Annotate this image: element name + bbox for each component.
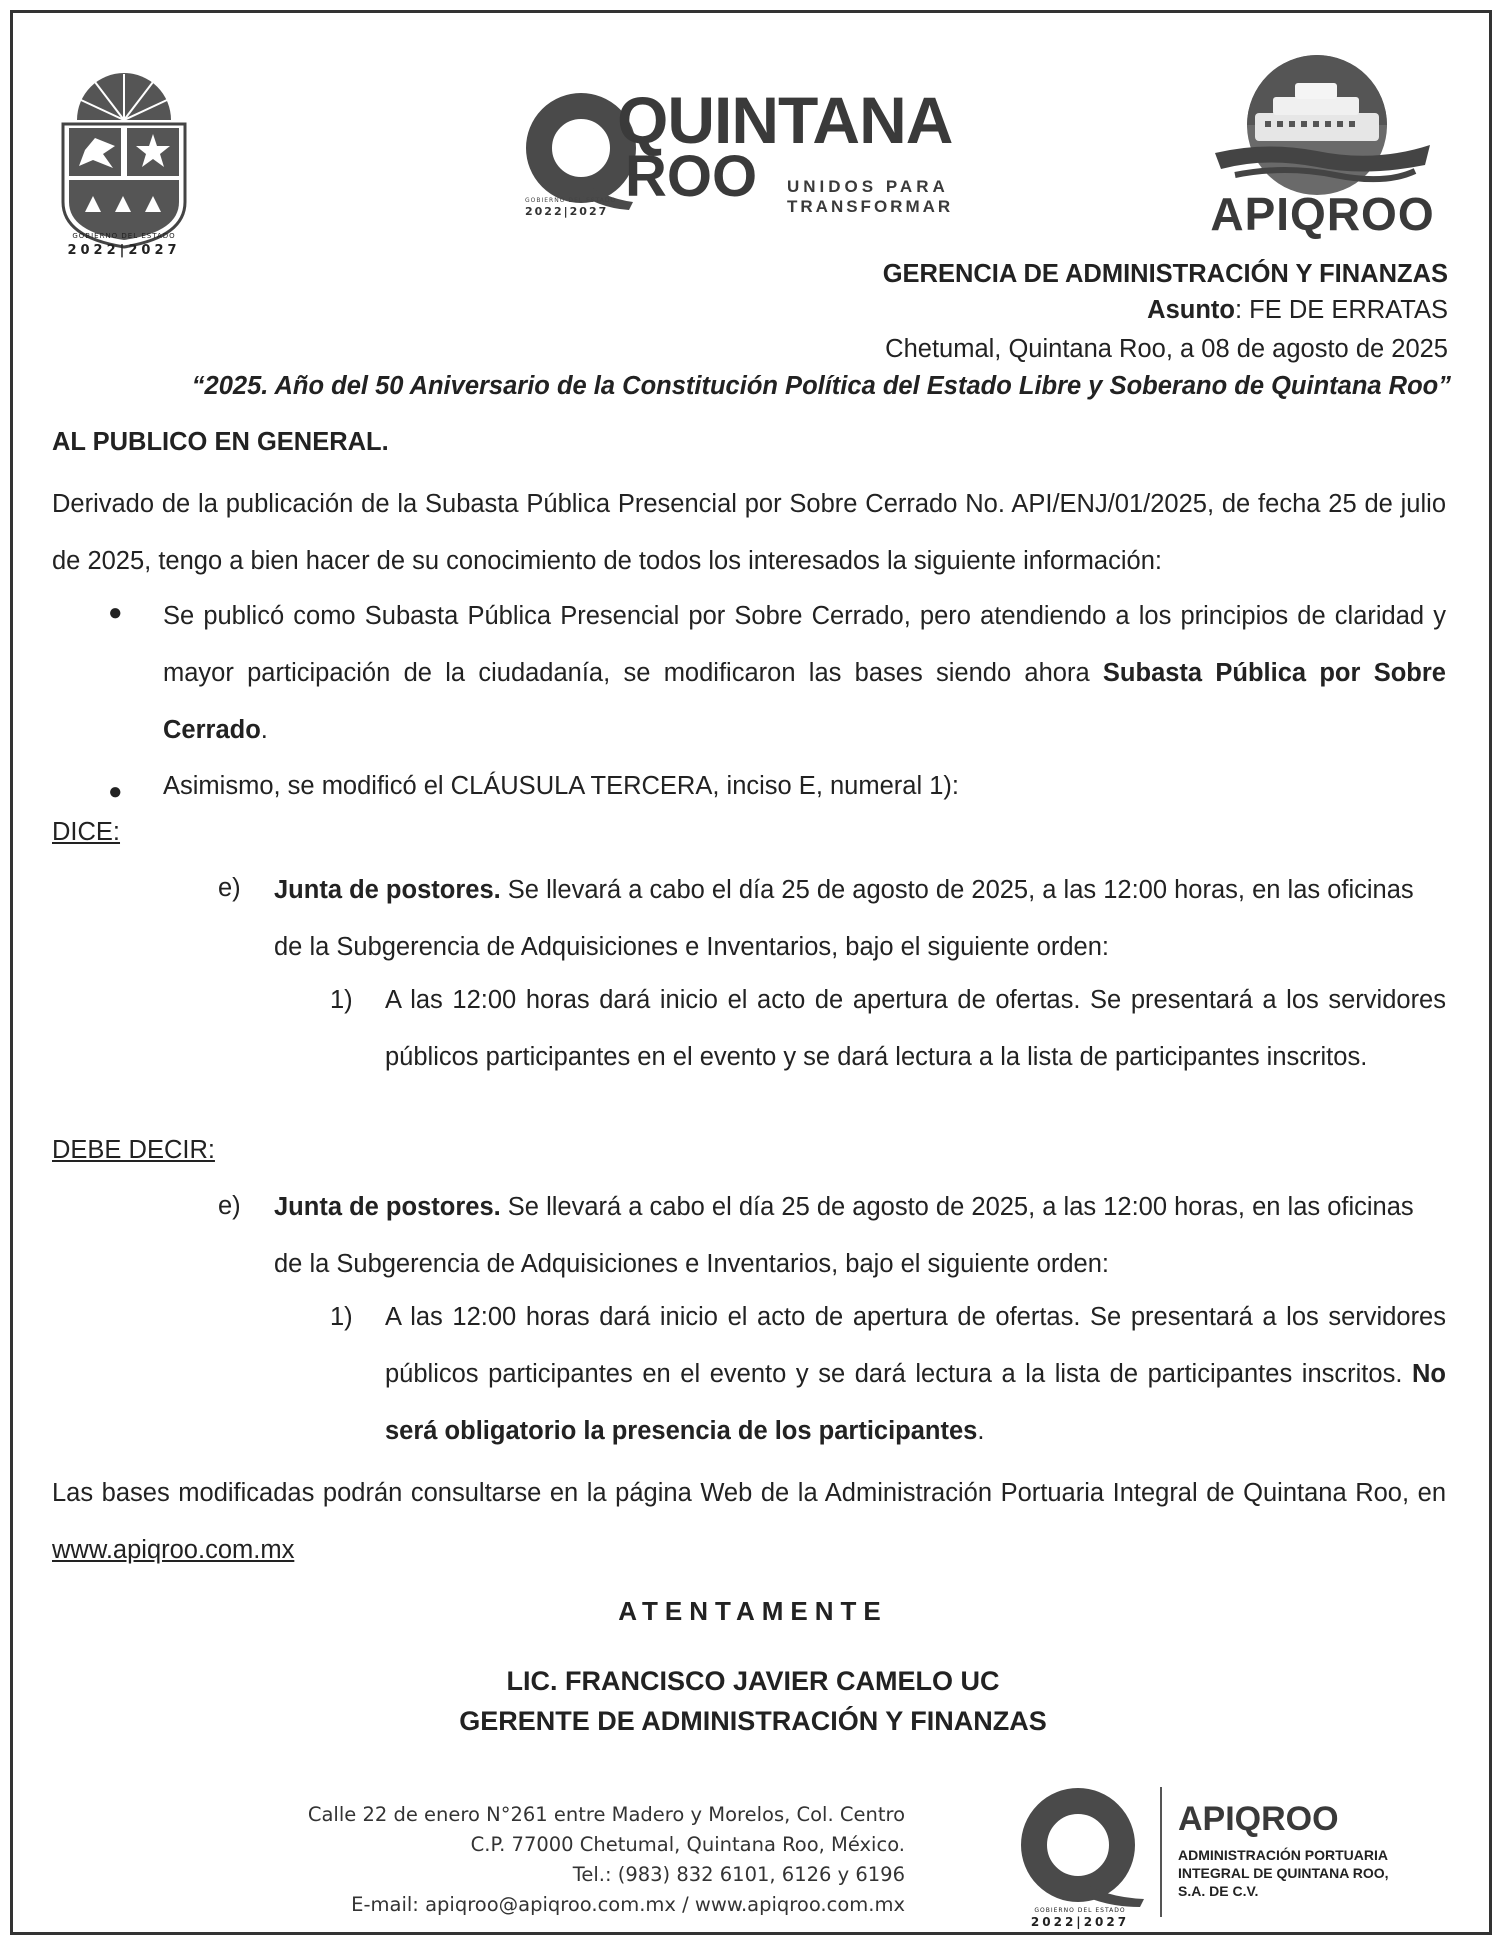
bullet-1-end: .: [260, 716, 268, 744]
debe-decir-sub-1: [385, 1289, 1446, 1460]
salutation: ATENTAMENTE: [618, 1596, 888, 1626]
footer-q-logo: [1010, 1783, 1150, 1933]
item-text: Se llevará a cabo el día 25 de agosto de 2025, a las 12:00 horas, en las oficinas de la Subgerencia de Adquisiciones e Inventarios, bajo el siguiente orden:: [274, 1193, 1414, 1278]
closing-text: Las bases modificadas podrán consultarse en la página Web de la Administración Portuaria Integral de Quintana Roo, en: [52, 1479, 1446, 1507]
footer-logo-caption: GOBIERNO DEL ESTADO: [1034, 1907, 1126, 1914]
signer-title: GERENTE DE ADMINISTRACIÓN Y FINANZAS: [459, 1706, 1047, 1736]
state-coat-of-arms-logo: [55, 62, 193, 262]
footer-org-line-2: INTEGRAL DE QUINTANA ROO,: [1178, 1865, 1389, 1881]
subject-line: [248, 294, 1448, 326]
item-title: Junta de postores.: [274, 876, 501, 904]
footer-divider: [1160, 1787, 1162, 1917]
subject-value: : FE DE ERRATAS: [1234, 296, 1448, 324]
phone-line: Tel.: (983) 832 6101, 6126 y 6196: [572, 1863, 905, 1886]
bullet-marker: ●: [108, 778, 123, 805]
logo-tagline-2: TRANSFORMAR: [787, 197, 954, 216]
footer-logo-years: 2022|2027: [1030, 1915, 1130, 1929]
apiqroo-logo: [1185, 45, 1460, 245]
footer-org-name: APIQROO: [1178, 1800, 1339, 1838]
logo-small-caption: GOBIERNO DEL ESTADO: [525, 197, 617, 204]
left-logo-caption: GOBIERNO DEL ESTADO: [72, 232, 176, 240]
department-heading: GERENCIA DE ADMINISTRACIÓN Y FINANZAS: [882, 260, 1448, 288]
intro-paragraph: Derivado de la publicación de la Subasta Pública Presencial por Sobre Cerrado No. API/ENJ/01/2025, de fecha 25 de julio de 2025, tengo a bien hacer de su conocimiento de todos los interesados la siguiente información:: [52, 490, 1446, 575]
bullet-1-bold: Subasta Pública por Sobre Cerrado: [163, 659, 1446, 744]
item-letter: e): [218, 874, 241, 902]
signer-name: LIC. FRANCISCO JAVIER CAMELO UC: [506, 1666, 1000, 1696]
dice-sub-1: A las 12:00 horas dará inicio el acto de apertura de ofertas. Se presentará a los servidores públicos participantes en el evento y se dará lectura a la lista de participantes inscritos.: [385, 986, 1446, 1071]
debe-decir-item-e: [274, 1179, 1446, 1293]
sub-number: 1): [330, 1303, 353, 1331]
official-motto: “2025. Año del 50 Aniversario de la Constitución Política del Estado Libre y Soberano de Quintana Roo”: [191, 372, 1451, 400]
logo-tagline-1: UNIDOS PARA: [787, 177, 949, 196]
logo-title-roo: ROO: [625, 144, 758, 209]
item-text: Se llevará a cabo el día 25 de agosto de 2025, a las 12:00 horas, en las oficinas de la Subgerencia de Adquisiciones e Inventarios, bajo el siguiente orden:: [274, 876, 1414, 961]
bullet-marker: ●: [108, 599, 123, 626]
bullet-1-text: Se publicó como Subasta Pública Presencial por Sobre Cerrado, pero atendiendo a los principios de claridad y mayor participación de la ciudadanía, se modificaron las bases siendo ahora: [163, 602, 1446, 687]
greeting: AL PUBLICO EN GENERAL.: [52, 428, 389, 456]
dice-item-e: [274, 862, 1446, 976]
bullet-1: [163, 588, 1446, 759]
item-title: Junta de postores.: [274, 1193, 501, 1221]
quintana-roo-government-logo: [525, 85, 955, 235]
apiqroo-logo-text: APIQROO: [1210, 188, 1435, 240]
email-line: E-mail: apiqroo@apiqroo.com.mx / www.apiqroo.com.mx: [351, 1893, 905, 1916]
subject-label: Asunto: [1147, 296, 1235, 324]
dice-label: DICE:: [52, 818, 121, 846]
logo-small-years: 2022|2027: [525, 205, 609, 218]
logo-title-quintana: QUINTANA: [617, 83, 953, 157]
left-logo-years: 2022|2027: [67, 243, 181, 258]
sub-bold: No será obligatorio la presencia de los participantes: [385, 1360, 1446, 1445]
website-link[interactable]: www.apiqroo.com.mx: [52, 1536, 295, 1564]
footer-org-line-1: ADMINISTRACIÓN PORTUARIA: [1178, 1847, 1388, 1863]
debe-decir-label: DEBE DECIR:: [52, 1136, 215, 1164]
address-line-2: C.P. 77000 Chetumal, Quintana Roo, México.: [470, 1833, 905, 1856]
sub-end: .: [977, 1417, 985, 1445]
sub-number: 1): [330, 986, 353, 1014]
footer-org-block: [1178, 1800, 1478, 1900]
sub-text: A las 12:00 horas dará inicio el acto de apertura de ofertas. Se presentará a los servidores públicos participantes en el evento y se dará lectura a la lista de participantes inscritos.: [385, 1303, 1446, 1388]
address-line-1: Calle 22 de enero N°261 entre Madero y Morelos, Col. Centro: [307, 1803, 905, 1826]
footer-org-line-3: S.A. DE C.V.: [1178, 1883, 1259, 1899]
bullet-2: Asimismo, se modificó el CLÁUSULA TERCERA, inciso E, numeral 1):: [163, 772, 959, 800]
closing-paragraph: [52, 1465, 1446, 1579]
place-date: Chetumal, Quintana Roo, a 08 de agosto de 2025: [885, 335, 1448, 363]
footer-address: [160, 1800, 905, 1920]
item-letter: e): [218, 1192, 241, 1220]
